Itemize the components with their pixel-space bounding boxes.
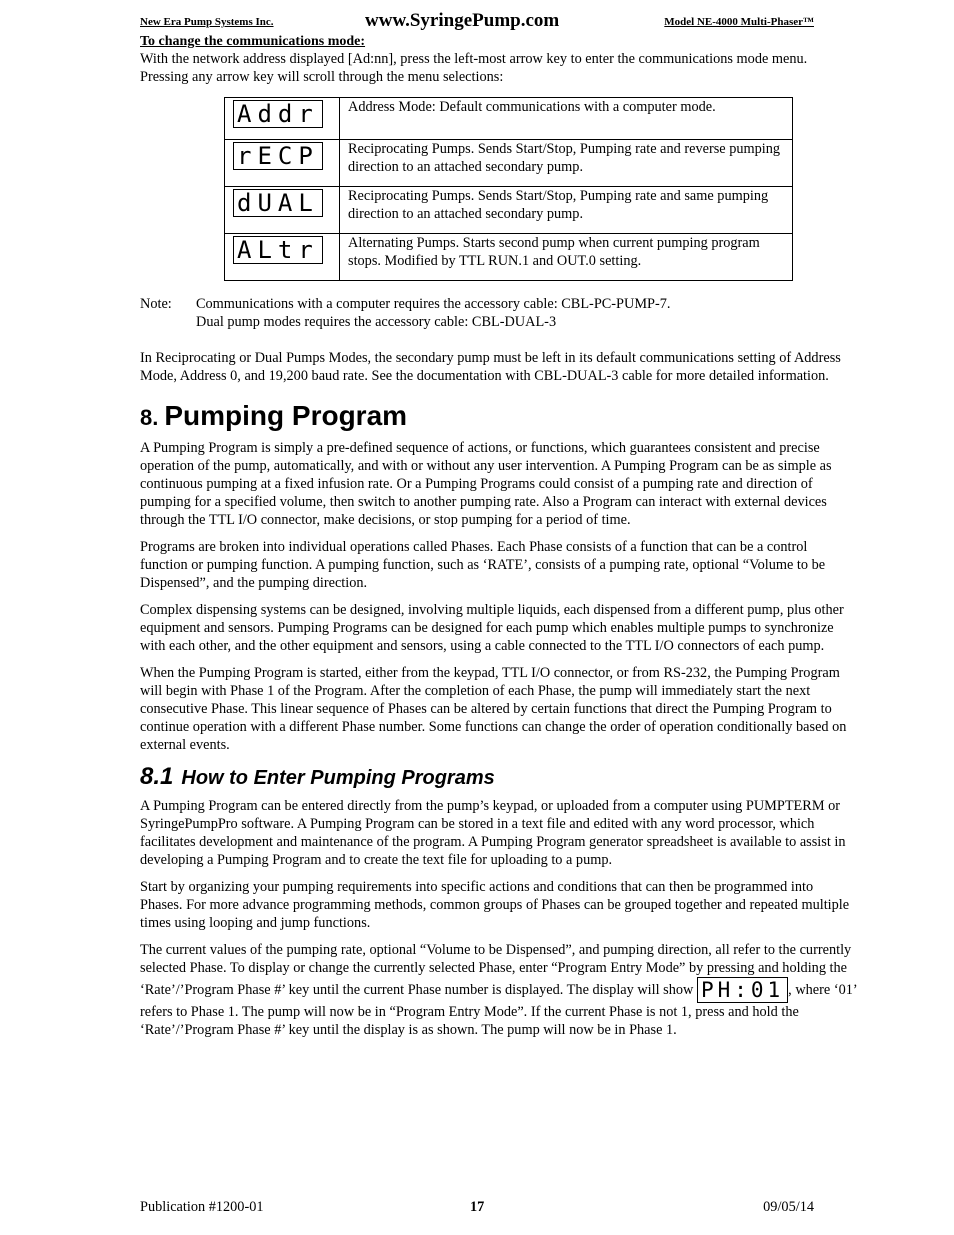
table-row (225, 234, 793, 281)
website: www.SyringePump.com (365, 10, 560, 31)
mode-description: Reciprocating Pumps. Sends Start/Stop, Pumping rate and same pumping direction to an attached secondary pump. (340, 187, 793, 234)
page-number: 17 (470, 1199, 485, 1215)
note-line: Communications with a computer requires the accessory cable: CBL-PC-PUMP-7. (196, 296, 671, 312)
company-name: New Era Pump Systems Inc. (140, 16, 274, 28)
mode-description: Address Mode: Default communications with a computer mode. (340, 98, 793, 140)
paragraph: Programs are broken into individual operations called Phases. Each Phase consists of a function that can be a control function or pumping function. A pumping function, such as ‘RATE’, consists of a pumping rate, optional “Volume to be Dispensed”, and the pumping direction. (140, 539, 826, 591)
comm-mode-heading: To change the communications mode: (140, 34, 366, 49)
document-page (140, 10, 858, 1048)
section-number: 8. (140, 405, 159, 430)
publication-number: Publication #1200-01 (140, 1199, 264, 1215)
model-name: Model NE-4000 Multi-Phaser™ (664, 16, 814, 28)
lcd-display: rECP (233, 142, 323, 170)
paragraph: A Pumping Program is simply a pre-defined sequence of actions, or functions, which guarantees consistent and precise operation of the pump, automatically, and with or without any user intervention. A Pumping Program can be as simple as continuous pumping at a fixed infusion rate. Or a Pumping Programs could consist of a pumping rate and direction of pumping for a specified volume, then switch to another pumping rate. Also a Program can interact with external devices through the TTL I/O connector, make decisions, or stop pumping for a period of time. (140, 440, 832, 528)
table-row (225, 140, 793, 187)
table-row (225, 187, 793, 234)
subsection-title: How to Enter Pumping Programs (181, 767, 495, 789)
lcd-display: dUAL (233, 189, 323, 217)
mode-description: Reciprocating Pumps. Sends Start/Stop, Pumping rate and reverse pumping direction to an attached secondary pump. (340, 140, 793, 187)
section-heading (140, 399, 858, 435)
note-line: Dual pump modes requires the accessory cable: CBL-DUAL-3 (196, 314, 557, 330)
paragraph-text: The current values of the pumping rate, optional “Volume to be Dispensed”, and pumping direction, all refer to the currently selected Phase. To display or change the currently selected Phase, enter “Program Entry Mode” by pressing and holding the ‘Rate’/’Program Phase #’ key until the current Phase number is displayed. The display will show (140, 942, 852, 998)
page-footer (140, 1199, 814, 1219)
subsection-number: 8.1 (140, 763, 174, 790)
paragraph: Start by organizing your pumping requirements into specific actions and conditions that can then be programmed into Phases. For more advance programming methods, common groups of Phases can be grouped together and repeated multiple times using looping and jump functions. (140, 879, 850, 931)
comm-intro: With the network address displayed [Ad:nn], press the left-most arrow key to enter the communications mode menu. Pressing any arrow key will scroll through the menu selections: (140, 51, 808, 85)
cable-note (140, 295, 858, 331)
paragraph-text: , where ‘01’ refers to Phase 1. The pump will now be in “Program Entry Mode”. If the current Phase is not 1, press and hold the ‘Rate’/’Program Phase #’ key until the display is as shown. The pump will now be in Phase 1. (140, 982, 857, 1038)
subsection-heading (140, 764, 858, 791)
comm-modes-table (224, 97, 793, 281)
publication-date: 09/05/14 (763, 1199, 814, 1215)
table-row (225, 98, 793, 140)
paragraph (140, 941, 858, 1039)
paragraph: A Pumping Program can be entered directly from the pump’s keypad, or uploaded from a computer using PUMPTERM or SyringePumpPro software. A Pumping Program can be stored in a text file and edited with any word processor, which facilitates development and maintenance of the program. A Pumping Program generator spreadsheet is available to assist in developing a Pumping Program and to create the text file for uploading to a pump. (140, 798, 846, 868)
note-label: Note: (140, 296, 172, 312)
lcd-display-inline: PH:01 (697, 977, 788, 1003)
lcd-display: ALtr (233, 236, 323, 264)
page-header (140, 10, 858, 32)
lcd-display: Addr (233, 100, 323, 128)
paragraph: When the Pumping Program is started, either from the keypad, TTL I/O connector, or from RS-232, the Pumping Program will begin with Phase 1 of the Program. After the completion of each Phase, the pump will immediately start the next consecutive Phase. This linear sequence of Phases can be altered by certain functions that direct the Pumping Program to continue operation with a different Phase number. Some functions can change the order of operation conditionally based on external events. (140, 665, 847, 753)
comm-closing: In Reciprocating or Dual Pumps Modes, the secondary pump must be left in its default communications setting of Address Mode, Address 0, and 19,200 baud rate. See the documentation with CBL-DUAL-3 cable for more detailed information. (140, 350, 841, 384)
paragraph: Complex dispensing systems can be designed, involving multiple liquids, each dispensed from a different pump, plus other equipment and sensors. Pumping Programs can be designed for each pump which enables multiple pumps to synchronize with each other, and the other equipment and sensors, using a cable connected to the TTL I/O connectors of each pump. (140, 602, 844, 654)
mode-description: Alternating Pumps. Starts second pump when current pumping program stops. Modified by TTL RUN.1 and OUT.0 setting. (340, 234, 793, 281)
section-title: Pumping Program (164, 400, 408, 431)
